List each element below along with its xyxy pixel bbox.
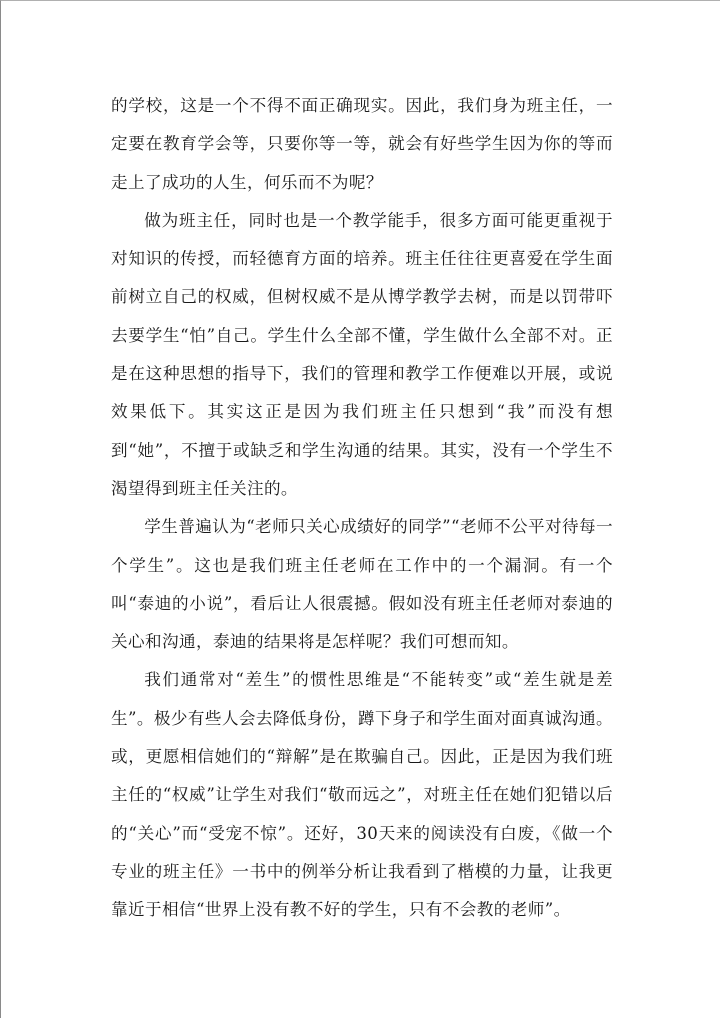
paragraph-1: 的学校，这是一个不得不面正确现实。因此，我们身为班主任，一定要在教育学会等，只要你等一等，就会有好些学生因为你的等而走上了成功的人生，何乐而不为呢？ (111, 96, 613, 192)
paragraph-4: 我们通常对“差生”的惯性思维是“不能转变”或“差生就是差生”。极少有些人会去降低身份，蹲下身子和学生面对面真诚沟通。或，更愿相信她们的“辩解”是在欺骗自己。因此，正是因为我们班主任的“权威”让学生对我们“敬而远之”，对班主任在她们犯错以后的“关心”而“受宠不惊”。还好，30天来的阅读没有白废，《做一个专业的班主任》一书中的例举分析让我看到了楷模的力量，让我更靠近于相信“世界上没有教不好的学生，只有不会教的老师”。 (111, 670, 613, 920)
document-body (111, 87, 613, 930)
paragraph-2: 做为班主任，同时也是一个教学能手，很多方面可能更重视于对知识的传授，而轻德育方面的培养。班主任往往更喜爱在学生面前树立自己的权威，但树权威不是从博学教学去树，而是以罚带吓去要学生“怕”自己。学生什么全部不懂，学生做什么全部不对。正是在这种思想的指导下，我们的管理和教学工作便难以开展，或说效果低下。其实这正是因为我们班主任只想到“我”而没有想到“她”，不擅于或缺乏和学生沟通的结果。其实，没有一个学生不渴望得到班主任关注的。 (111, 210, 613, 498)
paragraph-3: 学生普遍认为“老师只关心成绩好的同学”“老师不公平对待每一个学生”。这也是我们班主任老师在工作中的一个漏洞。有一个叫“泰迪的小说”，看后让人很震撼。假如没有班主任老师对泰迪的关心和沟通，泰迪的结果将是怎样呢？我们可想而知。 (111, 517, 613, 652)
